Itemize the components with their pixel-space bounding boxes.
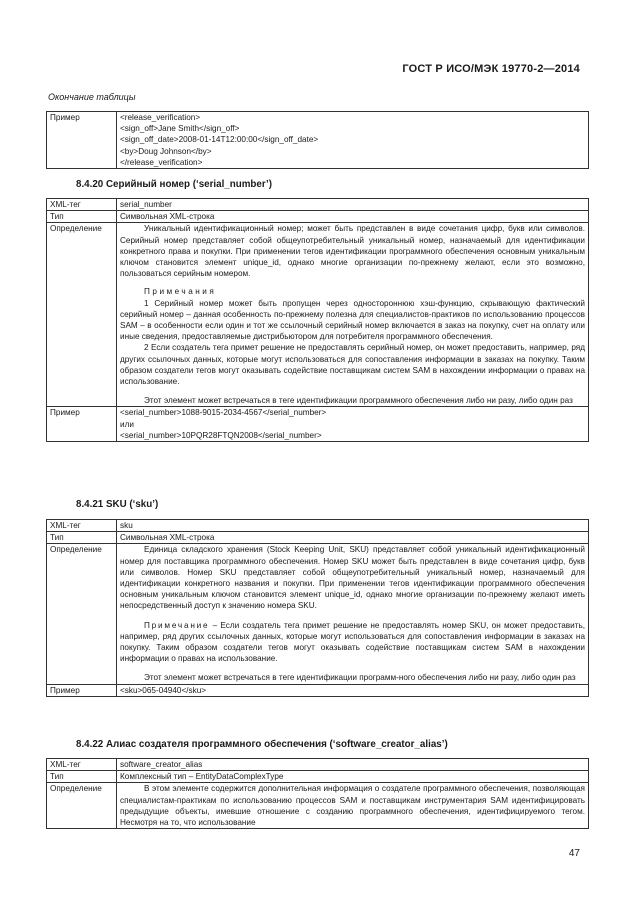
row-label: XML-тег (47, 759, 117, 771)
table-row (47, 783, 589, 829)
code-line: <by>Doug Johnson</by> (120, 146, 212, 156)
section-heading-software-creator-alias: 8.4.22 Алиас создателя программного обеспечения (‘software_creator_alias’) (76, 739, 448, 750)
row-label: Пример (47, 112, 117, 169)
row-label: Пример (47, 684, 117, 696)
type-value: Комплексный тип – EntityDataComplexType (117, 771, 589, 783)
code-line: <release_verification> (120, 113, 201, 122)
row-label: Тип (47, 211, 117, 223)
row-label: Определение (47, 223, 117, 407)
page-header: ГОСТ Р ИСО/МЭК 19770-2—2014 (402, 63, 580, 75)
code-line: </release_verification> (120, 157, 203, 167)
definition-cell (117, 544, 589, 684)
table-row (47, 771, 589, 783)
row-label: Определение (47, 783, 117, 829)
definition-text: Уникальный идентификационный номер; может быть представлен в виде сочетания цифр, букв или символов. Серийный номер представляет собой общеупотребительный уникальный номер, назначаемый для идентификации конкретного права и покупки. При применении тегов идентификации программного обеспечения основным уникальным ключом становится элемент unique_id, однако многие организации по-прежнему желают, если это возможно, пользоваться серийным номером. (120, 224, 585, 279)
note-text: – Если создатель тега примет решение не предоставлять номер SKU, он может предоставить, например, ряд других ссылочных данных, которые могут использоваться для сопоставления информации в заказах на покупку. Таким образом создатели тегов могут оказывать содействие поставщикам систем SAM в нахождении информации о правах на использование. (120, 620, 585, 664)
note-text: 2 Если создатель тега примет решение не предоставлять серийный номер, он может предоставить, например, ряд других ссылочных данных, которые могут использоваться для сопоставления информации в заказах на покупку. Таким образом создатели тегов могут оказывать содействие поставщикам систем SAM в нахождении информации о правах на использование. (120, 343, 585, 387)
section-heading-sku: 8.4.21 SKU (‘sku’) (76, 499, 159, 510)
occurrence-text: Этот элемент может встречаться в теге идентификации программ-ного обеспечения либо ни разу, либо один раз (144, 673, 576, 683)
page-number: 47 (568, 848, 580, 859)
table-row (47, 520, 589, 532)
row-label: XML-тег (47, 199, 117, 211)
definition-text: Единица складского хранения (Stock Keeping Unit, SKU) представляет собой уникальный идентификационный номер для поставщика программного обеспечения. Номер SKU может быть представлен в виде сочетания цифр, букв или символов. Номер SKU представляет собой общеупотребительный уникальный номер, назначаемый для идентификации конкретного названия и покупки. При применении тегов идентификации программного обеспечения основным уникальным ключом становится элемент unique_id, однако многие организации по-прежнему желают иметь непосредственный доступ к значению номера SKU. (120, 545, 585, 611)
definition-cell (117, 783, 589, 829)
release-example-table (46, 111, 589, 169)
code-example (117, 407, 589, 442)
table-row (47, 211, 589, 223)
code-example (117, 112, 589, 169)
serial-number-table (46, 198, 589, 442)
code-line: или (120, 419, 134, 429)
table-row (47, 223, 589, 407)
code-line: <sign_off>Jane Smith</sign_off> (120, 124, 240, 134)
row-label: Определение (47, 544, 117, 684)
xml-tag-value: serial_number (117, 199, 589, 211)
row-label: Тип (47, 532, 117, 544)
table-caption: Окончание таблицы (48, 92, 136, 102)
xml-tag-value: software_creator_alias (117, 759, 589, 771)
xml-tag-value: sku (117, 520, 589, 532)
table-row (47, 199, 589, 211)
row-label: Пример (47, 407, 117, 442)
notes-title: Примечания (144, 287, 217, 297)
table-row (47, 684, 589, 696)
table-row (47, 544, 589, 684)
definition-cell (117, 223, 589, 407)
code-line: <sign_off_date>2008-01-14T12:00:00</sign_off_date> (120, 135, 319, 145)
code-line: <serial_number>1088-9015-2034-4567</serial_number> (120, 408, 327, 418)
sku-table (46, 519, 589, 697)
section-heading-serial-number: 8.4.20 Серийный номер (‘serial_number’) (76, 179, 273, 190)
table-row (47, 532, 589, 544)
row-label: Тип (47, 771, 117, 783)
note-text: 1 Серийный номер может быть пропущен через одностороннюю хэш-функцию, скрывающую фактический серийный номер – данная особенность по-прежнему полезна для специалистов-практиков по использованию процессов SAM – в особенности если один и тот же ссылочный серийный номер включается в заказ на покупку, счет на оплату или иные сведения, предоставляемые дистрибьютором для потребителя программного обеспечения. (120, 298, 585, 342)
table-row (47, 112, 589, 169)
row-label: XML-тег (47, 520, 117, 532)
type-value: Символьная XML-строка (117, 532, 589, 544)
occurrence-text: Этот элемент может встречаться в теге идентификации программного обеспечения либо ни разу, либо один раз (144, 396, 573, 406)
note-paragraph (120, 620, 585, 665)
type-value: Символьная XML-строка (117, 211, 589, 223)
note-label: Примечание (144, 620, 210, 630)
code-line: <serial_number>10PQR28FTQN2008</serial_number> (120, 430, 322, 440)
software-creator-alias-table (46, 758, 589, 829)
code-example: <sku>065-04940</sku> (117, 684, 589, 696)
definition-text: В этом элементе содержится дополнительная информация о создателе программного обеспечения, позволяющая специалистам-практикам по использованию процессов SAM и поставщикам инструментария SAM идентифицировать предыдущие объекты, имевшие отношение с созданию программного обеспечения, идентифицируемого тегом. Несмотря на то, что использование (120, 784, 585, 828)
table-row (47, 759, 589, 771)
table-row (47, 407, 589, 442)
